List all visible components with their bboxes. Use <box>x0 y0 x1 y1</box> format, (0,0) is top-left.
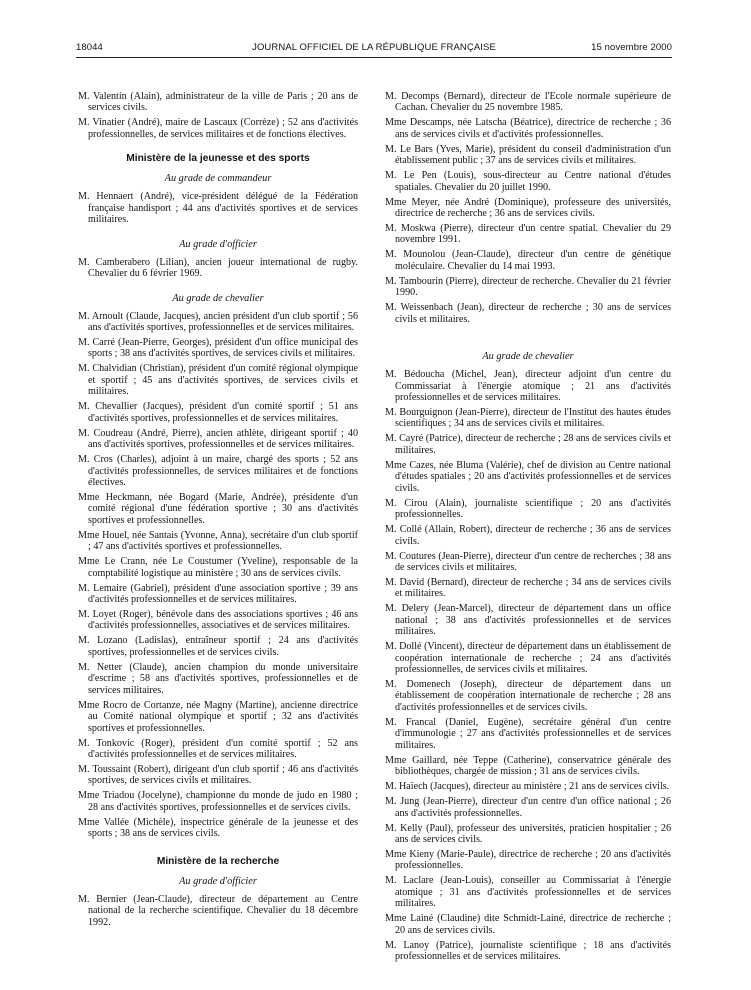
list-item: M. Decomps (Bernard), directeur de l'Ecole normale supérieure de Cachan. Chevalier du 25 novembre 1985. <box>385 91 671 114</box>
list-item: M. Collé (Allain, Robert), directeur de recherche ; 36 ans de services civils. <box>385 524 671 547</box>
list-item: M. Toussaint (Robert), dirigeant d'un club sportif ; 46 ans d'activités sportives, de services civils et militaires. <box>78 763 358 787</box>
list-item: Mme Cazes, née Bluma (Valérie), chef de division au Centre national d'études spatiales ; 20 ans d'activités professionnelles et de services civils. <box>385 459 671 494</box>
right-column <box>385 91 671 966</box>
list-item: M. Bernier (Jean-Claude), directeur de département au Centre national de la recherche scientifique. Chevalier du 18 décembre 1992. <box>78 893 358 928</box>
list-item: Mme Descamps, née Latscha (Béatrice), directrice de recherche ; 36 ans de services civils et d'activités professionnelles. <box>385 117 671 140</box>
journal-title: JOURNAL OFFICIEL DE LA RÉPUBLIQUE FRANÇAISE <box>252 42 496 53</box>
grade-heading: Au grade de chevalier <box>172 292 264 304</box>
list-item: M. Netter (Claude), ancien champion du monde universitaire d'escrime ; 58 ans d'activités sportives, professionnelles et de services militaires. <box>78 661 358 696</box>
grade-heading: Au grade d'officier <box>179 875 257 887</box>
left-column <box>78 91 358 932</box>
list-item: M. Vinatier (André), maire de Lascaux (Corrèze) ; 52 ans d'activités professionnelles, de services militaires et de fonctions électives. <box>78 117 358 140</box>
list-item: M. Valentin (Alain), administrateur de la ville de Paris ; 20 ans de services civils. <box>78 91 358 114</box>
list-item: M. Chevallier (Jacques), président d'un comité sportif ; 51 ans d'activités sportives, professionnelles et de services militaires. <box>78 401 358 424</box>
list-item: M. Le Pen (Louis), sous-directeur au Centre national d'études spatiales. Chevalier du 20 juillet 1990. <box>385 170 671 193</box>
list-item: M. Jung (Jean-Pierre), directeur d'un centre d'un office national ; 26 ans d'activités professionnelles. <box>385 796 671 819</box>
right-officier-list <box>385 91 671 325</box>
list-item: M. Moskwa (Pierre), directeur d'un centre spatial. Chevalier du 29 novembre 1991. <box>385 223 671 246</box>
list-item: M. Kelly (Paul), professeur des universités, praticien hospitalier ; 26 ans de services civils. <box>385 822 671 845</box>
list-item: M. Mounolou (Jean-Claude), directeur d'un centre de génétique moléculaire. Chevalier du 14 mai 1993. <box>385 249 671 272</box>
list-item: Mme Meyer, née André (Dominique), professeure des universités, directrice de recherche ; 36 ans de services civils. <box>385 196 671 220</box>
grade-heading: Au grade de chevalier <box>482 351 574 363</box>
grade-heading: Au grade de commandeur <box>164 173 272 185</box>
list-item: M. Haïech (Jacques), directeur au ministère ; 21 ans de services civils. <box>385 781 670 793</box>
list-item: M. Coudreau (André, Pierre), ancien athlète, dirigeant sportif ; 40 ans d'activités sportives, professionnelles et de services militaires. <box>78 427 358 451</box>
list-item: M. Weissenbach (Jean), directeur de recherche ; 30 ans de services civils et militaires. <box>385 302 671 325</box>
list-item: Mme Kieny (Marie-Paule), directrice de recherche ; 20 ans d'activités professionnelles. <box>385 848 671 872</box>
ministry-heading: Ministère de la jeunesse et des sports <box>126 153 310 165</box>
list-item: M. Hennaert (André), vice-président délégué de la Fédération française handisport ; 44 ans d'activités sportives et de services militaires. <box>78 191 358 226</box>
list-item: Mme Houel, née Santais (Yvonne, Anna), secrétaire d'un club sportif ; 47 ans d'activités sportives et professionnelles. <box>78 529 358 553</box>
list-item: Mme Gaillard, née Teppe (Catherine), conservatrice générale des bibliothèques, chargée de mission ; 31 ans de services civils. <box>385 754 671 778</box>
list-item: M. Arnoult (Claude, Jacques), ancien président d'un club sportif ; 56 ans d'activités sportives, professionnelles et de services militaires. <box>78 310 358 334</box>
list-item: M. Cros (Charles), adjoint à un maire, chargé des sports ; 52 ans d'activités professionnelles, de services militaires et de fonctions électives. <box>78 454 358 488</box>
list-item: M. Delery (Jean-Marcel), directeur de département dans un office national ; 38 ans d'activités professionnelles et de services militaires. <box>385 603 671 638</box>
list-item: M. Chalvidian (Christian), président d'un comité régional olympique et sportif ; 45 ans d'activités sportives, de services civils et militaires. <box>78 363 358 398</box>
list-item: M. Domenech (Joseph), directeur de département dans un établissement de coopération internationale de recherche ; 28 ans d'activités professionnelles et de services civils. <box>385 679 671 713</box>
left-top-list <box>78 91 358 140</box>
list-item: M. Bourguignon (Jean-Pierre), directeur de l'Institut des hautes études scientifiques ; 34 ans de services civils et militaires. <box>385 407 671 430</box>
list-item: M. Bédoucha (Michel, Jean), directeur adjoint d'un centre du Commissariat à l'énergie atomique ; 21 ans d'activités professionnelles et de services militaires. <box>385 369 671 404</box>
list-item: Mme Rocro de Cortanze, née Magny (Martine), ancienne directrice au Comité national olympique et sportif ; 32 ans d'activités sportives et professionnelles. <box>78 699 358 734</box>
list-item: Mme Le Crann, née Le Coustumer (Yveline), responsable de la comptabilité logistique au ministère ; 30 ans de services civils. <box>78 556 358 579</box>
right-chevalier-list <box>385 369 671 962</box>
list-item: Mme Heckmann, née Bogard (Marie, Andrée), présidente d'un comité régional d'une fédération sportive ; 30 ans d'activités sportives et professionnelles. <box>78 491 358 526</box>
list-item: M. Lanoy (Patrice), journaliste scientifique ; 18 ans d'activités professionnelles et de services militaires. <box>385 939 671 963</box>
list-item: M. Carré (Jean-Pierre, Georges), président d'un office municipal des sports ; 38 ans d'activités sportives, de services civils et militaires. <box>78 336 358 360</box>
list-item: M. Cayré (Patrice), directeur de recherche ; 28 ans de services civils et militaires. <box>385 433 671 456</box>
page-number: 18044 <box>76 42 103 53</box>
list-item: M. David (Bernard), directeur de recherche ; 34 ans de services civils et militaires. <box>385 576 671 600</box>
list-item: M. Laclare (Jean-Louis), conseiller au Commissariat à l'énergie atomique ; 31 ans d'activités professionnelles et de services militaires. <box>385 875 671 910</box>
publication-date: 15 novembre 2000 <box>591 42 672 53</box>
left-chevalier-list <box>78 311 358 840</box>
header-rule <box>76 57 672 58</box>
list-item: M. Loyet (Roger), bénévole dans des associations sportives ; 46 ans d'activités professionnelles, associatives et de services militaires. <box>78 609 358 632</box>
list-item: M. Tambourin (Pierre), directeur de recherche. Chevalier du 21 février 1990. <box>385 275 671 299</box>
grade-heading: Au grade d'officier <box>179 238 257 250</box>
list-item: M. Le Bars (Yves, Marie), président du conseil d'administration d'un établissement public ; 37 ans de services civils et militaires. <box>385 143 671 167</box>
list-item: M. Lemaire (Gabriel), président d'une association sportive ; 39 ans d'activités professionnelles et de services militaires. <box>78 582 358 606</box>
ministry-heading: Ministère de la recherche <box>156 855 280 867</box>
list-item: M. Tonkovic (Roger), président d'un comité sportif ; 52 ans d'activités professionnelles et de services militaires. <box>78 737 358 760</box>
list-item: M. Coutures (Jean-Pierre), directeur d'un centre de recherches ; 38 ans de services civils et militaires. <box>385 550 671 573</box>
list-item: M. Francal (Daniel, Eugène), secrétaire général d'un centre d'immunologie ; 27 ans d'activités professionnelles et de services militaires. <box>385 716 671 751</box>
list-item: Mme Vallée (Michèle), inspectrice générale de la jeunesse et des sports ; 38 ans de services civils. <box>78 816 358 840</box>
list-item: M. Camberabero (Lilian), ancien joueur international de rugby. Chevalier du 6 février 1969. <box>78 256 358 280</box>
list-item: M. Lozano (Ladislas), entraîneur sportif ; 24 ans d'activités sportives, professionnelles et de services civils. <box>78 635 358 658</box>
list-item: M. Dollé (Vincent), directeur de département dans un établissement de coopération internationale de recherche ; 24 ans d'activités professionnelles, de services civils et militaires. <box>385 641 671 676</box>
list-item: Mme Triadou (Jocelyne), championne du monde de judo en 1980 ; 28 ans d'activités sportives, professionnelles et de services civils. <box>78 790 358 813</box>
list-item: M. Cirou (Alain), journaliste scientifique ; 20 ans d'activités professionnelles. <box>385 497 671 521</box>
list-item: Mme Lainé (Claudine) dite Schmidt-Lainé, directrice de recherche ; 20 ans de services civils. <box>385 913 671 936</box>
